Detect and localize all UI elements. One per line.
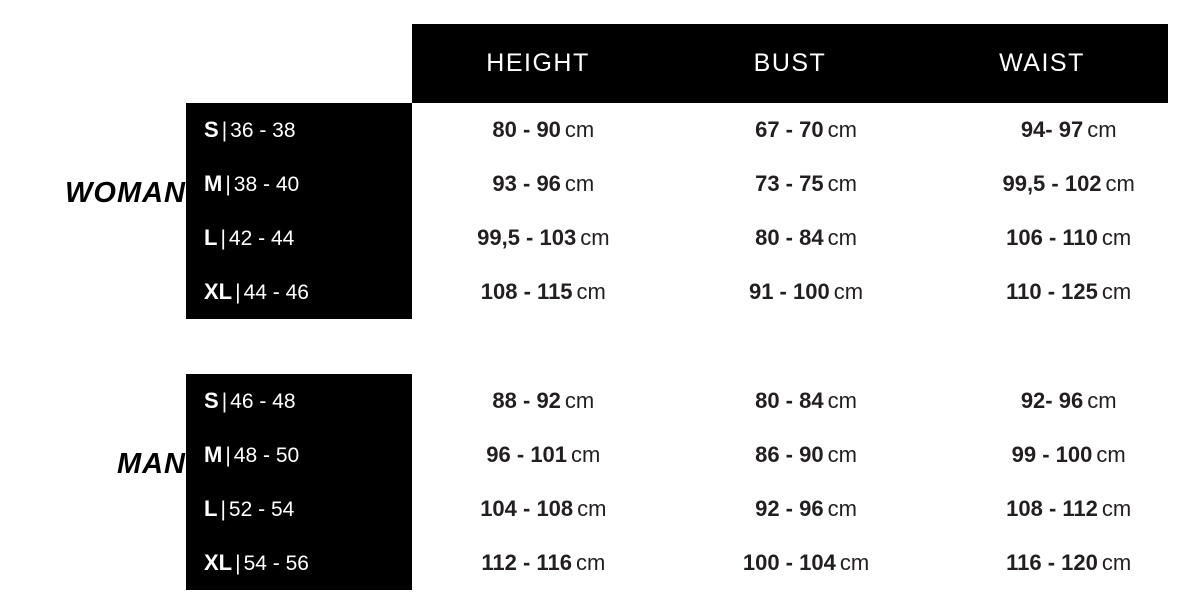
unit-label: cm [1101, 279, 1132, 304]
size-separator: | [220, 498, 226, 521]
waist-value: 106 - 110 [1006, 225, 1098, 250]
bust-value: 73 - 75 [755, 171, 824, 196]
unit-label: cm [827, 225, 857, 250]
bust-value: 92 - 96 [755, 496, 824, 521]
table-row [186, 103, 1200, 157]
waist-cell [937, 442, 1200, 468]
unit-label: cm [1101, 225, 1132, 250]
size-label: L [204, 225, 218, 250]
size-label: M [204, 171, 223, 196]
table-row [186, 482, 1200, 536]
size-range: 48 - 50 [233, 444, 300, 467]
unit-label: cm [833, 279, 864, 304]
column-header-height: HEIGHT [486, 49, 590, 77]
unit-label: cm [827, 388, 857, 413]
size-separator: | [235, 281, 241, 304]
height-cell [412, 442, 675, 468]
unit-label: cm [580, 225, 610, 250]
bust-cell [675, 117, 938, 143]
table-row [186, 536, 1200, 590]
size-cell [186, 550, 412, 576]
unit-label: cm [564, 388, 595, 413]
column-header-bust: BUST [753, 49, 827, 77]
waist-cell [937, 171, 1200, 197]
table-header-bar [412, 24, 1168, 103]
height-cell [412, 388, 675, 414]
size-label: XL [204, 550, 233, 575]
waist-value: 92- 96 [1020, 388, 1084, 413]
unit-label: cm [571, 442, 601, 467]
height-value: 93 - 96 [492, 171, 561, 196]
column-header-waist: WAIST [999, 49, 1085, 77]
waist-value: 99,5 - 102 [1002, 171, 1102, 196]
waist-value: 108 - 112 [1006, 496, 1098, 521]
height-value: 80 - 90 [492, 117, 561, 142]
size-cell [186, 225, 412, 251]
size-range: 54 - 56 [243, 552, 309, 575]
waist-cell [937, 550, 1200, 576]
height-cell [412, 496, 675, 522]
bust-value: 80 - 84 [755, 388, 824, 413]
unit-label: cm [1087, 117, 1117, 142]
unit-label: cm [827, 496, 857, 521]
table-row [186, 265, 1200, 319]
waist-cell [937, 388, 1200, 414]
bust-cell [675, 171, 938, 197]
bust-value: 91 - 100 [748, 279, 830, 304]
size-separator: | [220, 227, 226, 250]
waist-value: 99 - 100 [1011, 442, 1093, 467]
bust-cell [675, 550, 938, 576]
unit-label: cm [1105, 171, 1135, 196]
size-label: L [204, 496, 218, 521]
waist-cell [937, 279, 1200, 305]
unit-label: cm [1096, 442, 1126, 467]
size-separator: | [225, 173, 231, 196]
size-label: XL [204, 279, 233, 304]
size-range: 44 - 46 [243, 281, 309, 304]
size-label: S [204, 388, 219, 413]
size-label: M [204, 442, 223, 467]
size-cell [186, 171, 412, 197]
size-separator: | [221, 119, 228, 142]
height-value: 104 - 108 [480, 496, 574, 521]
table-row [186, 374, 1200, 428]
height-cell [412, 171, 675, 197]
size-range: 52 - 54 [228, 498, 295, 521]
bust-cell [675, 388, 938, 414]
height-cell [412, 117, 675, 143]
height-cell [412, 550, 675, 576]
group-label-man: MAN [116, 448, 186, 480]
size-separator: | [225, 444, 231, 467]
size-cell [186, 279, 412, 305]
unit-label: cm [1101, 550, 1132, 575]
unit-label: cm [1087, 388, 1117, 413]
size-separator: | [221, 390, 228, 413]
size-rows-man [186, 374, 1200, 590]
size-range: 38 - 40 [233, 173, 300, 196]
size-range: 46 - 48 [230, 390, 296, 413]
group-label-woman: WOMAN [65, 177, 186, 209]
bust-cell [675, 496, 938, 522]
waist-value: 110 - 125 [1006, 279, 1098, 304]
table-row [186, 157, 1200, 211]
unit-label: cm [827, 442, 857, 467]
height-value: 88 - 92 [492, 388, 561, 413]
size-range: 42 - 44 [228, 227, 295, 250]
unit-label: cm [575, 550, 606, 575]
unit-label: cm [1101, 496, 1132, 521]
bust-value: 80 - 84 [755, 225, 824, 250]
unit-label: cm [576, 279, 606, 304]
height-cell [412, 279, 675, 305]
bust-value: 100 - 104 [742, 550, 836, 575]
unit-label: cm [564, 117, 595, 142]
height-value: 112 - 116 [481, 550, 572, 575]
height-value: 96 - 101 [486, 442, 568, 467]
table-row [186, 211, 1200, 265]
waist-value: 116 - 120 [1006, 550, 1098, 575]
waist-cell [937, 496, 1200, 522]
unit-label: cm [577, 496, 607, 521]
size-cell [186, 496, 412, 522]
size-cell [186, 117, 412, 143]
bust-cell [675, 279, 938, 305]
waist-value: 94- 97 [1020, 117, 1084, 142]
size-cell [186, 388, 412, 414]
waist-cell [937, 117, 1200, 143]
unit-label: cm [839, 550, 870, 575]
bust-cell [675, 442, 938, 468]
unit-label: cm [827, 171, 857, 196]
size-cell [186, 442, 412, 468]
unit-label: cm [564, 171, 595, 196]
table-row [186, 428, 1200, 482]
size-separator: | [235, 552, 241, 575]
bust-value: 67 - 70 [755, 117, 824, 142]
bust-cell [675, 225, 938, 251]
height-value: 108 - 115 [480, 279, 573, 304]
size-rows-woman [186, 103, 1200, 319]
size-range: 36 - 38 [230, 119, 296, 142]
unit-label: cm [827, 117, 857, 142]
bust-value: 86 - 90 [755, 442, 824, 467]
size-label: S [204, 117, 219, 142]
height-cell [412, 225, 675, 251]
height-value: 99,5 - 103 [477, 225, 577, 250]
waist-cell [937, 225, 1200, 251]
